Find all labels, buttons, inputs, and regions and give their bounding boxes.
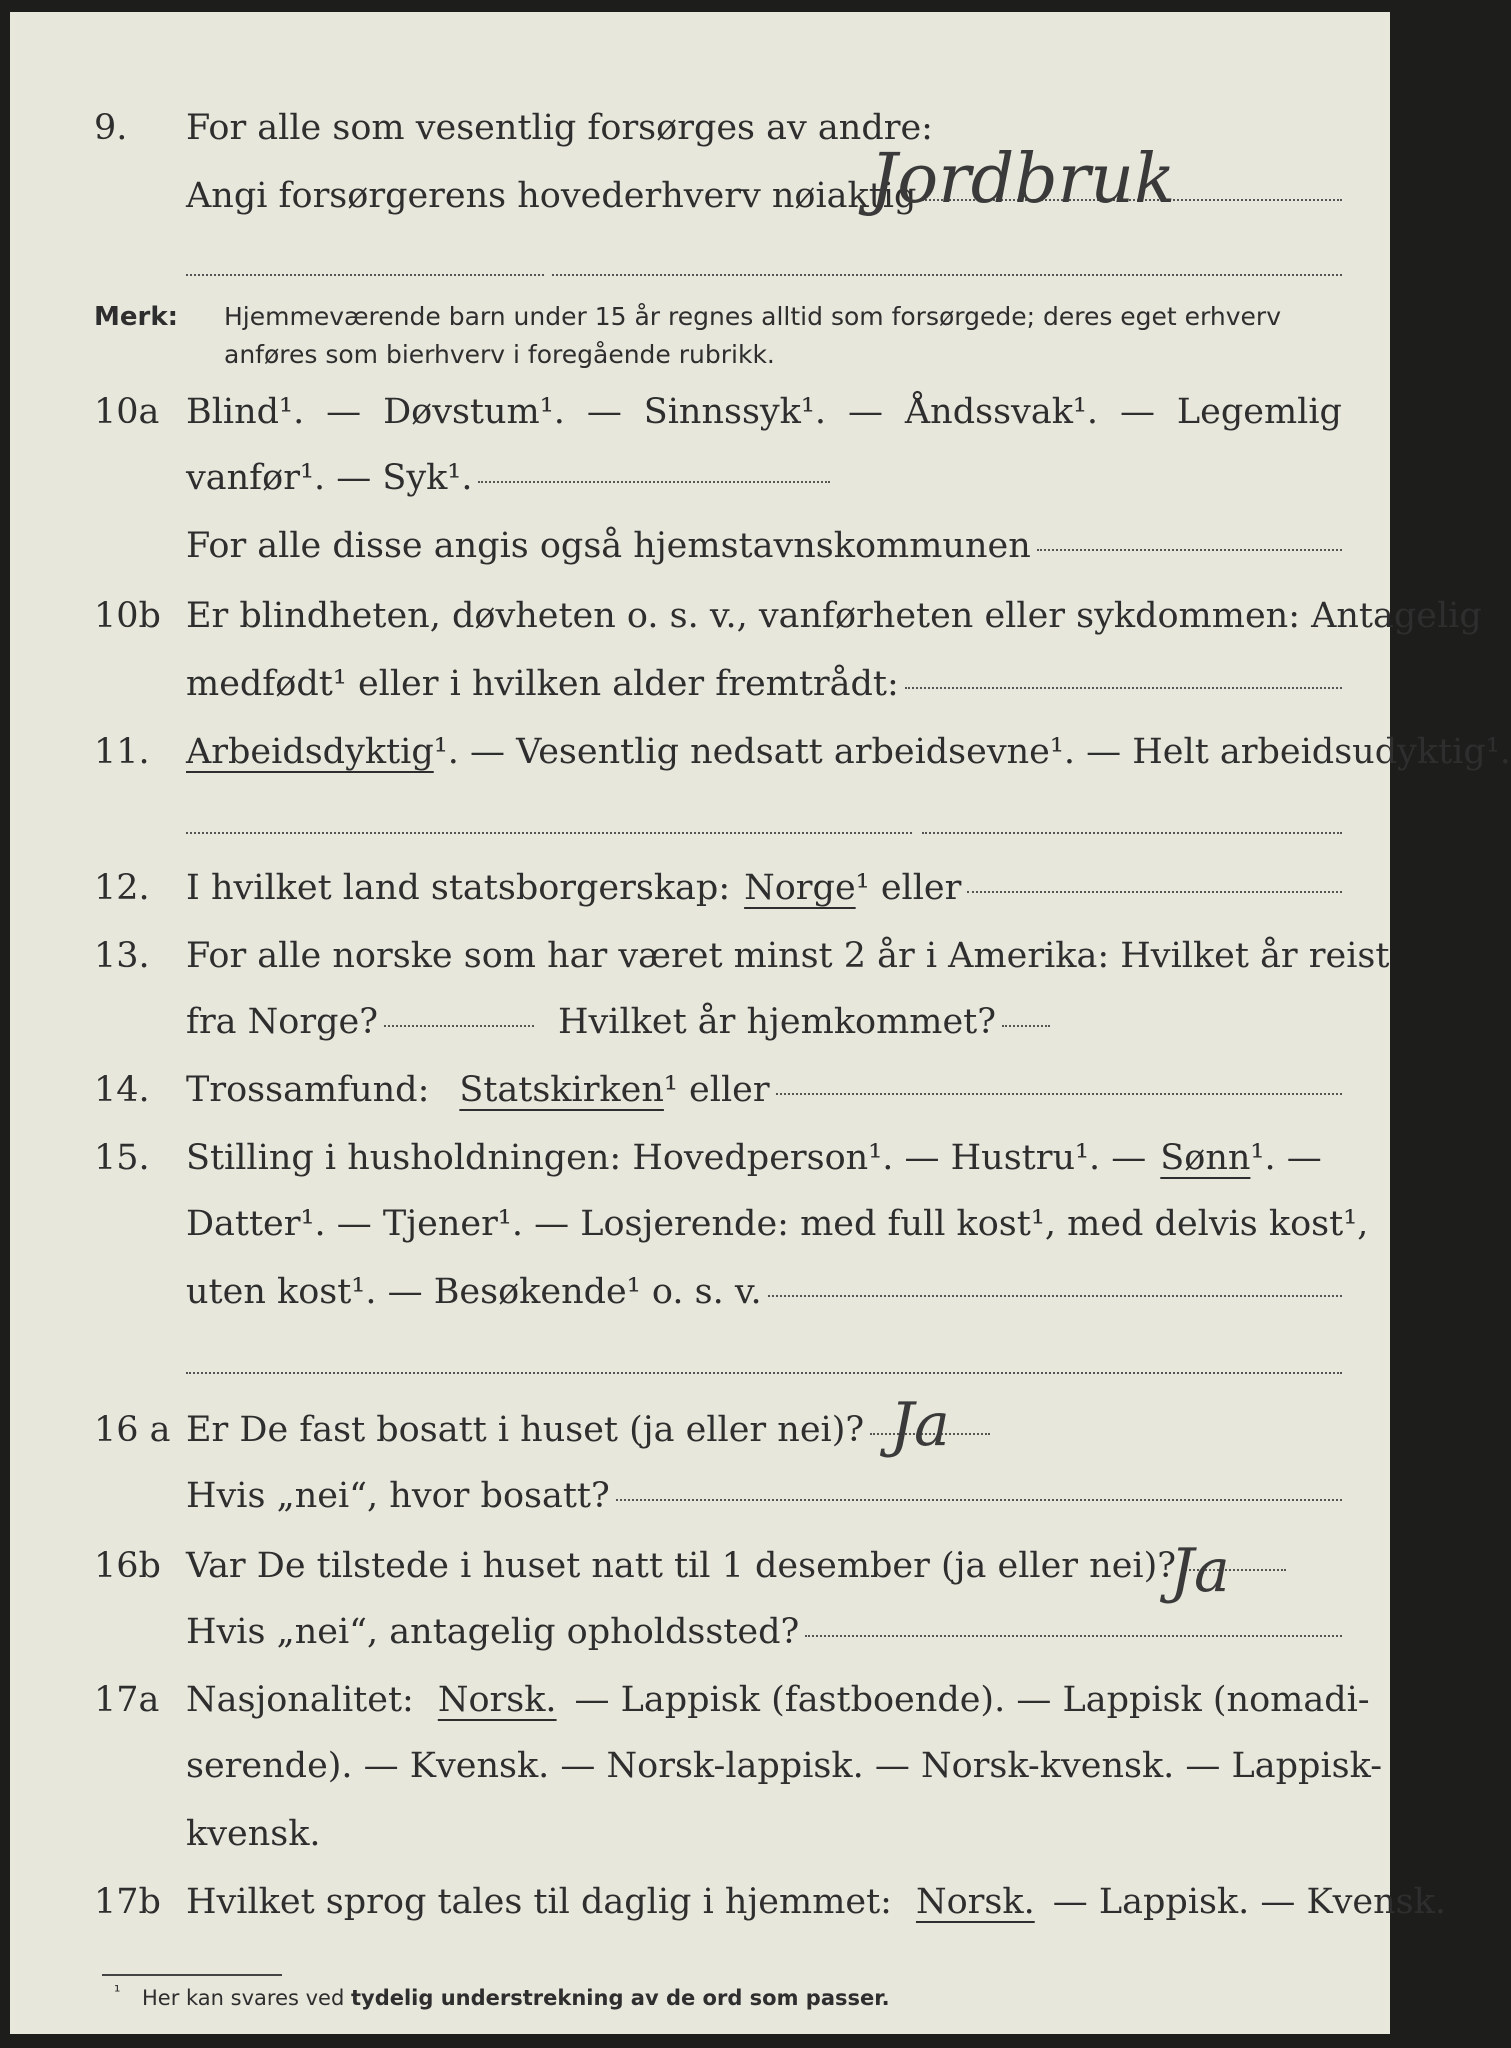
q14-statskirken-underlined: Statskirken bbox=[459, 1070, 664, 1110]
q13-text1: For alle norske som har været minst 2 år i Amerika: Hvilket år reist bbox=[186, 936, 1390, 976]
footnote-text2: tydelig understrekning av de ord som passer. bbox=[350, 1986, 890, 2010]
q11-arbeidsdyktig-underlined: Arbeidsdyktig bbox=[186, 732, 434, 772]
q10b-text2: medfødt¹ eller i hvilken alder fremtrådt: bbox=[186, 664, 899, 704]
q12-text: I hvilket land statsborgerskap: bbox=[186, 868, 731, 908]
q13-number: 13. bbox=[94, 936, 150, 976]
q10b-answer-line[interactable] bbox=[905, 687, 1342, 689]
q10a-dash2: — bbox=[586, 392, 622, 432]
q10a-text2: vanfør¹. — Syk¹. bbox=[186, 458, 473, 498]
q14-answer-line[interactable] bbox=[776, 1093, 1342, 1095]
q15-line2 bbox=[186, 1204, 1369, 1244]
q13-reist-line[interactable] bbox=[384, 1025, 534, 1027]
q16a-number: 16 a bbox=[94, 1410, 171, 1450]
q10b-line1 bbox=[186, 596, 1482, 636]
q11-answer-line-b[interactable] bbox=[922, 832, 1342, 834]
q10a-andssvak: Åndssvak¹. bbox=[904, 392, 1099, 432]
q17a-line2 bbox=[186, 1746, 1383, 1786]
q15-text1c: ¹. — bbox=[1250, 1138, 1322, 1178]
census-form-page bbox=[10, 12, 1511, 2034]
q16b-opholdssted-line[interactable] bbox=[805, 1635, 1342, 1637]
q13-line2 bbox=[186, 1002, 1050, 1042]
q17a-line1 bbox=[186, 1680, 1370, 1720]
q14-eller: ¹ eller bbox=[663, 1070, 770, 1110]
q10b-line2 bbox=[186, 664, 1342, 704]
q10a-dovstum: Døvstum¹. bbox=[383, 392, 565, 432]
q16b-line2 bbox=[186, 1612, 1342, 1652]
merk-text2: anføres som bierhverv i foregående rubrikk. bbox=[224, 340, 775, 369]
q10a-blind: Blind¹. bbox=[186, 392, 305, 432]
footnote-mark: ¹ bbox=[114, 1982, 121, 2001]
q14-text: Trossamfund: bbox=[186, 1070, 430, 1110]
q12-answer-line[interactable] bbox=[967, 891, 1342, 893]
q9-number: 9. bbox=[94, 108, 128, 148]
footnote-rule bbox=[102, 1974, 282, 1976]
merk-note bbox=[224, 298, 1342, 374]
q17b-number: 17b bbox=[94, 1882, 161, 1922]
q13-hjemkommet-label: Hvilket år hjemkommet? bbox=[558, 1002, 997, 1042]
merk-label: Merk: bbox=[94, 302, 179, 332]
q16b-text1: Var De tilstede i huset natt til 1 desember (ja eller nei)? bbox=[186, 1546, 1177, 1586]
q17a-text3: kvensk. bbox=[186, 1814, 321, 1854]
q10a-dash1: — bbox=[326, 392, 362, 432]
q10a-sinnssyk: Sinnssyk¹. bbox=[643, 392, 827, 432]
q17a-line3 bbox=[186, 1814, 1342, 1854]
q17b-line bbox=[186, 1882, 1446, 1922]
q17b-text: Hvilket sprog tales til daglig i hjemmet: bbox=[186, 1882, 892, 1922]
q10a-hjemstavn-line[interactable] bbox=[1037, 549, 1342, 551]
q9-text1: For alle som vesentlig forsørges av andre: bbox=[186, 108, 933, 148]
q16a-bosatt-line[interactable] bbox=[616, 1499, 1342, 1501]
q12-eller: ¹ eller bbox=[855, 868, 962, 908]
footnote-text1: Her kan svares ved bbox=[142, 1986, 351, 2010]
q10b-number: 10b bbox=[94, 596, 161, 636]
q14-line bbox=[186, 1070, 1342, 1110]
q12-norge-underlined: Norge bbox=[744, 868, 856, 908]
q9-extra-line-b bbox=[552, 274, 1342, 276]
q15-answer-line[interactable] bbox=[768, 1295, 1342, 1297]
q17a-label: Nasjonalitet: bbox=[186, 1680, 414, 1720]
q10a-dash3: — bbox=[847, 392, 883, 432]
q16b-text2: Hvis „nei“, antagelig opholdssted? bbox=[186, 1612, 800, 1652]
q10a-dash4: — bbox=[1119, 392, 1155, 432]
q10a-answer-line[interactable] bbox=[478, 481, 830, 483]
q16a-line2 bbox=[186, 1476, 1342, 1516]
q17b-norsk-underlined: Norsk. bbox=[915, 1882, 1035, 1922]
q17b-rest: — Lappisk. — Kvensk. bbox=[1052, 1882, 1446, 1922]
q17a-text2: serende). — Kvensk. — Norsk-lappisk. — Norsk-kvensk. — Lappisk- bbox=[186, 1746, 1383, 1786]
q16b-line1 bbox=[186, 1546, 1286, 1586]
q9-handwritten-answer: Jordbruk bbox=[870, 140, 1176, 219]
q13-hjemkommet-line[interactable] bbox=[1002, 1025, 1050, 1027]
q15-number: 15. bbox=[94, 1138, 150, 1178]
q11-line bbox=[186, 732, 1511, 772]
q15-text1a: Stilling i husholdningen: Hovedperson¹. — Hustru¹. — bbox=[186, 1138, 1147, 1178]
q10b-text1: Er blindheten, døvheten o. s. v., vanførheten eller sykdommen: Antagelig bbox=[186, 596, 1482, 636]
q10a-text3: For alle disse angis også hjemstavnskommunen bbox=[186, 526, 1031, 566]
q17a-norsk-underlined: Norsk. bbox=[437, 1680, 557, 1720]
q9-text2: Angi forsørgerens hovederhverv nøiaktig bbox=[186, 176, 917, 216]
q12-number: 12. bbox=[94, 868, 150, 908]
q12-line bbox=[186, 868, 1342, 908]
q13-reist-label: fra Norge? bbox=[186, 1002, 378, 1042]
q10a-number: 10a bbox=[94, 392, 160, 432]
q14-number: 14. bbox=[94, 1070, 150, 1110]
q10a-legemlig: Legemlig bbox=[1176, 392, 1342, 432]
q9-extra-line-a bbox=[186, 274, 544, 276]
q16a-text2: Hvis „nei“, hvor bosatt? bbox=[186, 1476, 610, 1516]
q15-extra-line[interactable] bbox=[186, 1372, 1342, 1374]
q11-answer-line-a[interactable] bbox=[186, 832, 912, 834]
q10a-line3 bbox=[186, 526, 1342, 566]
q16a-line1 bbox=[186, 1410, 990, 1450]
q13-line1 bbox=[186, 936, 1390, 976]
q16b-number: 16b bbox=[94, 1546, 161, 1586]
q16a-text1: Er De fast bosatt i huset (ja eller nei)? bbox=[186, 1410, 865, 1450]
q16b-handwritten-answer: Ja bbox=[1170, 1536, 1230, 1606]
q15-text2: Datter¹. — Tjener¹. — Losjerende: med full kost¹, med delvis kost¹, bbox=[186, 1204, 1369, 1244]
q17a-number: 17a bbox=[94, 1680, 160, 1720]
q11-rest: ¹. — Vesentlig nedsatt arbeidsevne¹. — Helt arbeidsudyktig¹. bbox=[433, 732, 1511, 772]
q15-line3 bbox=[186, 1272, 1342, 1312]
q16a-handwritten-answer: Ja bbox=[890, 1390, 950, 1460]
q11-number: 11. bbox=[94, 732, 150, 772]
q15-text3: uten kost¹. — Besøkende¹ o. s. v. bbox=[186, 1272, 762, 1312]
q17a-text1c: — Lappisk (fastboende). — Lappisk (nomadi- bbox=[574, 1680, 1370, 1720]
q10a-line1 bbox=[186, 392, 1342, 432]
q15-line1 bbox=[186, 1138, 1342, 1178]
q15-sonn-underlined: Sønn bbox=[1160, 1138, 1251, 1178]
q10a-line2 bbox=[186, 458, 830, 498]
footnote bbox=[114, 1982, 890, 2010]
merk-text1: Hjemmeværende barn under 15 år regnes alltid som forsørgede; deres eget erhverv bbox=[224, 302, 1281, 331]
